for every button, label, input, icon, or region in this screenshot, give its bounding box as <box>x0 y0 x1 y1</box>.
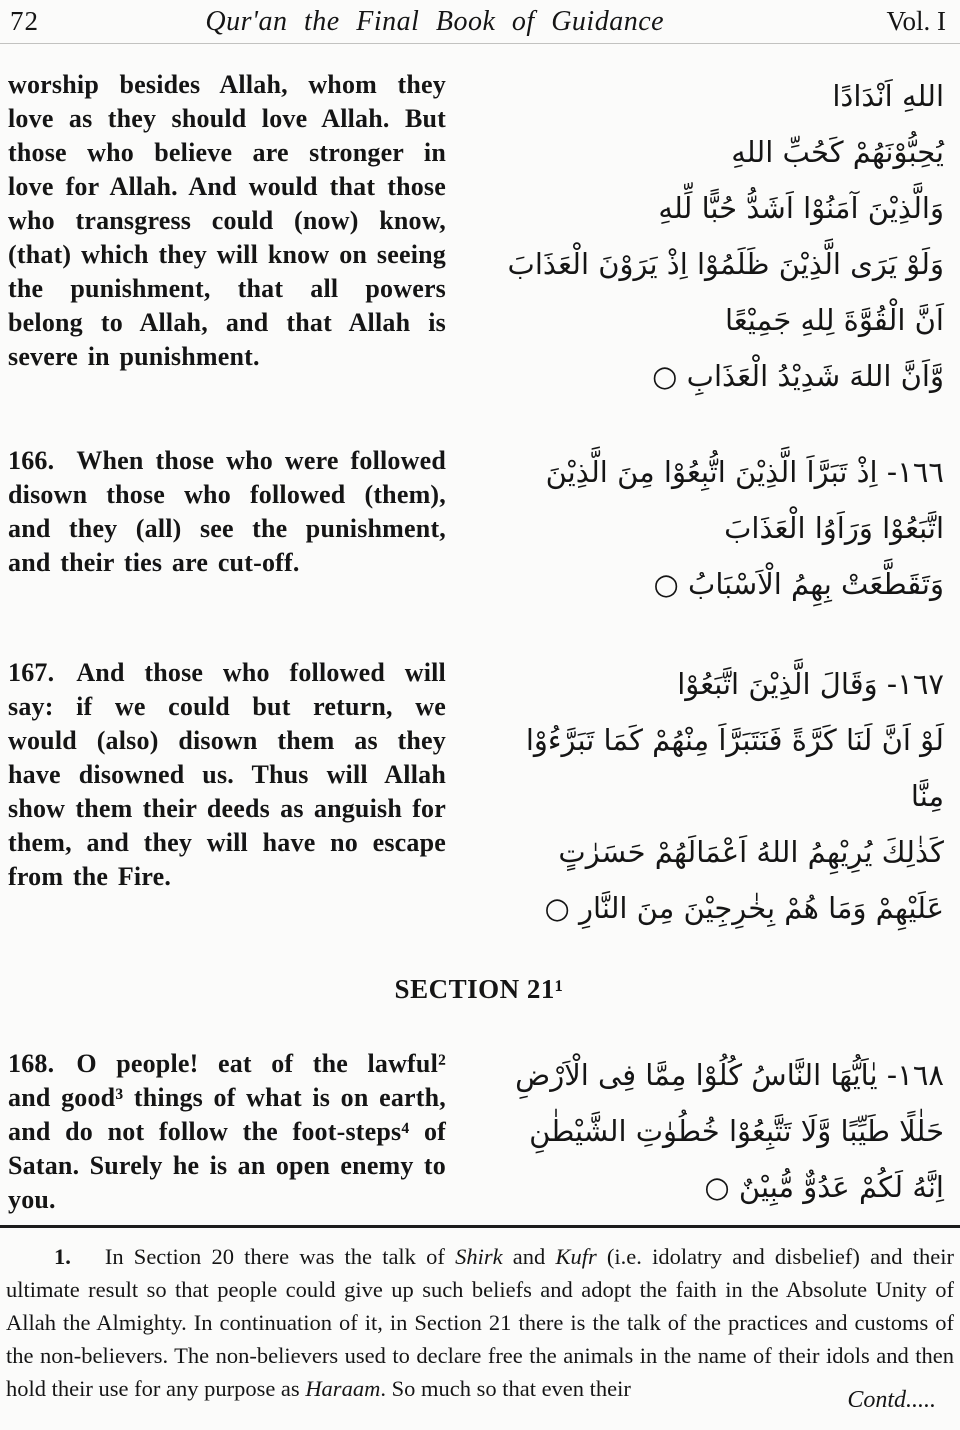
translation-paragraph <box>8 444 446 580</box>
verse-number: 168. <box>8 1049 55 1078</box>
arabic-line: وَّاَنَّ اللهَ شَدِيْدُ الْعَذَابِ ○ <box>652 359 944 393</box>
book-title: Qur'an the Final Book of Guidance <box>205 6 665 37</box>
section-heading: SECTION 21¹ <box>394 974 564 1004</box>
arabic-verse-block <box>446 68 950 404</box>
translation-paragraph <box>8 1047 446 1217</box>
arabic-line: مِنَّا <box>910 779 944 813</box>
arabic-line: ١٦٧- وَقَالَ الَّذِيْنَ اتَّبَعُوْا <box>677 667 944 701</box>
translation-paragraph <box>8 68 446 374</box>
page-footer <box>0 1240 960 1413</box>
arabic-line: اَنَّ الْقُوَّةَ لِلهِ جَمِيْعًا <box>724 303 944 337</box>
arabic-line: يُحِبُّوْنَهُمْ كَحُبِّ اللهِ <box>731 135 944 169</box>
arabic-verse-block <box>446 1047 950 1215</box>
footnote-marker: 1. <box>54 1244 71 1269</box>
arabic-line: وَلَوْ يَرَى الَّذِيْنَ ظَلَمُوْا اِذْ يَرَوْنَ الْعَذَابَ <box>507 247 944 281</box>
arabic-line: عَلَيْهِمْ وَمَا هُمْ بِخٰرِجِيْنَ مِنَ النَّارِ ○ <box>544 891 944 925</box>
arabic-line: لَوْ اَنَّ لَنَا كَرَّةً فَنَتَبَرَّاَ مِنْهُمْ كَمَا تَبَرَّءُوْا <box>525 723 944 757</box>
footnote-separator <box>0 1225 960 1228</box>
page-body <box>0 44 960 1217</box>
continued-label: Contd..... <box>847 1387 936 1413</box>
arabic-line: اللهِ اَنْدَادًا <box>832 79 944 113</box>
arabic-verse-block <box>446 656 950 936</box>
volume-label: Vol. I <box>886 6 946 36</box>
footnote-text: In Section 20 there was the talk of Shirk and Kufr (i.e. idolatry and disbelief) and their ultimate result so that people could give up such beliefs and adopt the faith in the Absolute Unity of Allah the Almighty. In continuation of it, in Section 21 there is the talk of the practices and customs of the non-believers. The non-believers used to declare free the animals in the name of their idols and then hold their use for any purpose as Haraam. So much so that even their <box>6 1244 954 1401</box>
arabic-line: كَذٰلِكَ يُرِيْهِمُ اللهُ اَعْمَالَهُمْ حَسَرٰتٍ <box>558 835 944 869</box>
arabic-verse-block <box>446 444 950 612</box>
arabic-line: اتَّبَعُوْا وَرَاَوُا الْعَذَابَ <box>724 511 944 545</box>
verse-row-165 <box>8 68 950 404</box>
translation-paragraph <box>8 656 446 894</box>
translation-text: And those who followed will say: if we could but return, we would (also) disown them as they have disowned us. Thus will Allah show them their deeds as anguish for them, and they will have no escape from the Fire. <box>8 658 446 891</box>
arabic-line: ١٦٨- يٰاَيُّهَا النَّاسُ كُلُوْا مِمَّا فِى الْاَرْضِ <box>515 1058 944 1092</box>
verse-number: 167. <box>8 658 55 687</box>
translation-text: O people! eat of the lawful² and good³ things of what is on earth, and do not follow the foot-steps⁴ of Satan. Surely he is an open enemy to you. <box>8 1049 446 1214</box>
verse-number: 166. <box>8 446 55 475</box>
arabic-line: حَلٰلًا طَيِّبًا وَّلَا تَتَّبِعُوْا خُطُوٰتِ الشَّيْطٰنِ <box>529 1114 944 1148</box>
verse-row-166 <box>8 444 950 616</box>
arabic-line: وَتَقَطَّعَتْ بِهِمُ الْاَسْبَابُ ○ <box>653 567 944 601</box>
translation-text: worship besides Allah, whom they love as they should love Allah. But those who believe are stronger in love for Allah. And would that those who transgress could (now) know, (that) which they will know on seeing the punishment, that all powers belong to Allah, and that Allah is severe in punishment. <box>8 70 446 371</box>
arabic-line: اِنَّهُ لَكُمْ عَدُوٌّ مُّبِيْنٌ ○ <box>704 1170 944 1204</box>
footnote-paragraph <box>6 1240 954 1405</box>
page-header <box>0 6 960 40</box>
translation-text: When those who were followed disown those who followed (them), and they (all) see the punishment, and their ties are cut-off. <box>8 446 446 577</box>
page-number: 72 <box>10 6 39 36</box>
arabic-line: ١٦٦- اِذْ تَبَرَّاَ الَّذِيْنَ اتُّبِعُوْا مِنَ الَّذِيْنَ <box>545 455 944 489</box>
verse-row-167 <box>8 656 950 938</box>
verse-row-168 <box>8 1047 950 1217</box>
arabic-line: وَالَّذِيْنَ آمَنُوْا اَشَدُّ حُبًّا لِّلهِ <box>658 191 944 225</box>
